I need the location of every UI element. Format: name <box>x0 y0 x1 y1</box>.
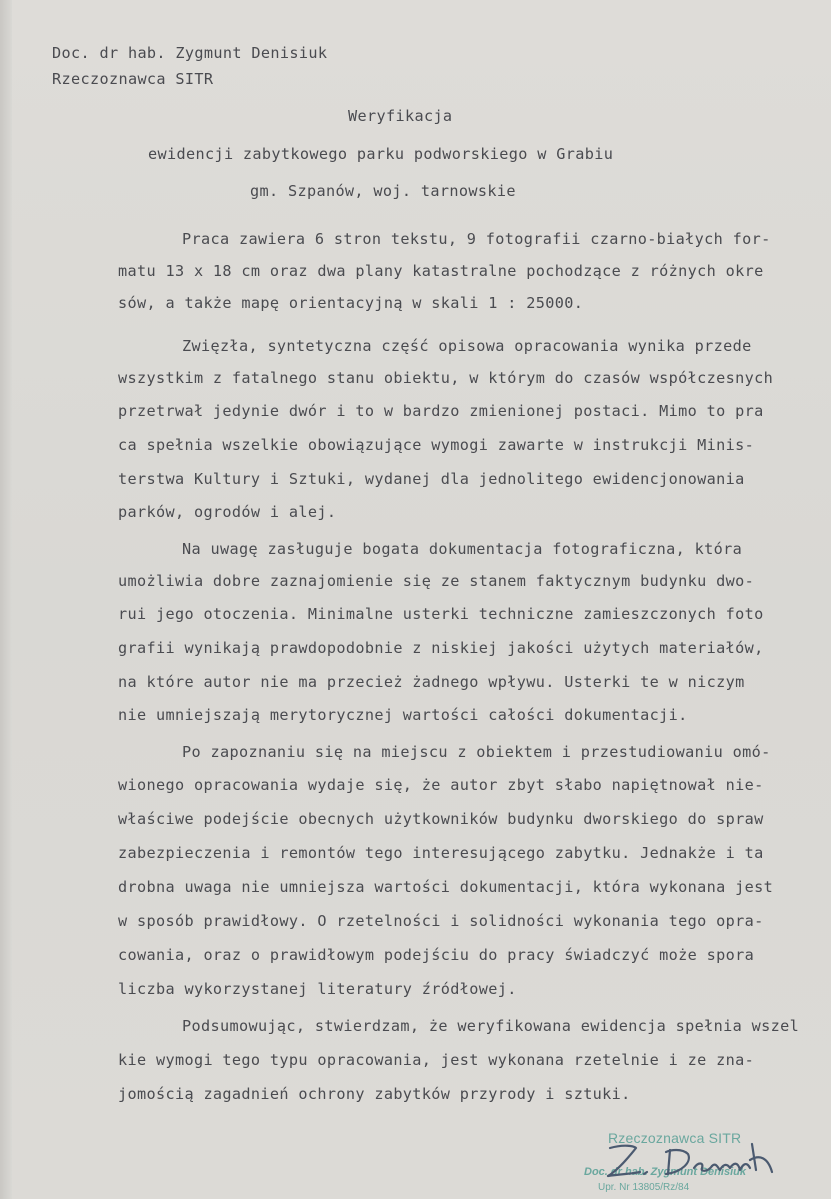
author-role: Rzeczoznawca SITR <box>52 70 214 88</box>
body-line: zabezpieczenia i remontów tego interesującego zabytku. Jednakże i ta <box>118 844 764 862</box>
body-line: umożliwia dobre zaznajomienie się ze stanem faktycznym budynku dwo- <box>118 572 755 590</box>
body-line: matu 13 x 18 cm oraz dwa plany katastralne pochodzące z różnych okre <box>118 262 764 280</box>
document-title: Weryfikacja <box>348 107 453 125</box>
body-line: nie umniejszają merytorycznej wartości całości dokumentacji. <box>118 706 688 724</box>
stamp-license: Upr. Nr 13805/Rz/84 <box>598 1182 690 1193</box>
body-line: Podsumowując, stwierdzam, że weryfikowana ewidencja spełnia wszel <box>182 1017 800 1035</box>
body-line: liczba wykorzystanej literatury źródłowej. <box>118 980 517 998</box>
body-line: parków, ogrodów i alej. <box>118 503 337 521</box>
body-line: wionego opracowania wydaje się, że autor zbyt słabo napiętnował nie- <box>118 776 764 794</box>
body-line: jomością zagadnień ochrony zabytków przyrody i sztuki. <box>118 1085 631 1103</box>
body-line: terstwa Kultury i Sztuki, wydanej dla jednolitego ewidencjonowania <box>118 470 745 488</box>
body-line: cowania, oraz o prawidłowym podejściu do pracy świadczyć może spora <box>118 946 755 964</box>
body-line: Praca zawiera 6 stron tekstu, 9 fotografii czarno-białych for- <box>182 230 771 248</box>
body-line: kie wymogi tego typu opracowania, jest wykonana rzetelnie i ze zna- <box>118 1051 755 1069</box>
body-line: przetrwał jedynie dwór i to w bardzo zmienionej postaci. Mimo to pra <box>118 402 764 420</box>
body-line: w sposób prawidłowy. O rzetelności i solidności wykonania tego opra- <box>118 912 764 930</box>
body-line: ca spełnia wszelkie obowiązujące wymogi zawarte w instrukcji Minis- <box>118 436 755 454</box>
body-line: grafii wynikają prawdopodobnie z niskiej jakości użytych materiałów, <box>118 639 764 657</box>
handwritten-signature <box>600 1138 790 1182</box>
body-line: rui jego otoczenia. Minimalne usterki techniczne zamieszczonych foto <box>118 605 764 623</box>
body-line: wszystkim z fatalnego stanu obiektu, w którym do czasów współczesnych <box>118 369 774 387</box>
body-line: na które autor nie ma przecież żadnego wpływu. Usterki te w niczym <box>118 673 745 691</box>
document-subtitle: ewidencji zabytkowego parku podworskiego w Grabiu <box>148 145 614 163</box>
body-line: Po zapoznaniu się na miejscu z obiektem i przestudiowaniu omó- <box>182 743 771 761</box>
body-line: Na uwagę zasługuje bogata dokumentacja fotograficzna, która <box>182 540 743 558</box>
document-location: gm. Szpanów, woj. tarnowskie <box>250 182 516 200</box>
page-edge-shadow <box>0 0 12 1199</box>
stamp-name: Doc. dr hab. Zygmunt Denisiuk <box>584 1166 746 1178</box>
body-line: właściwe podejście obecnych użytkowników budynku dworskiego do spraw <box>118 810 764 828</box>
body-line: drobna uwaga nie umniejsza wartości dokumentacji, która wykonana jest <box>118 878 774 896</box>
body-line: Zwięzła, syntetyczna część opisowa opracowania wynika przede <box>182 337 752 355</box>
stamp-title: Rzeczoznawca SITR <box>608 1130 742 1146</box>
body-line: sów, a także mapę orientacyjną w skali 1 : 25000. <box>118 294 584 312</box>
author-name: Doc. dr hab. Zygmunt Denisiuk <box>52 44 328 62</box>
